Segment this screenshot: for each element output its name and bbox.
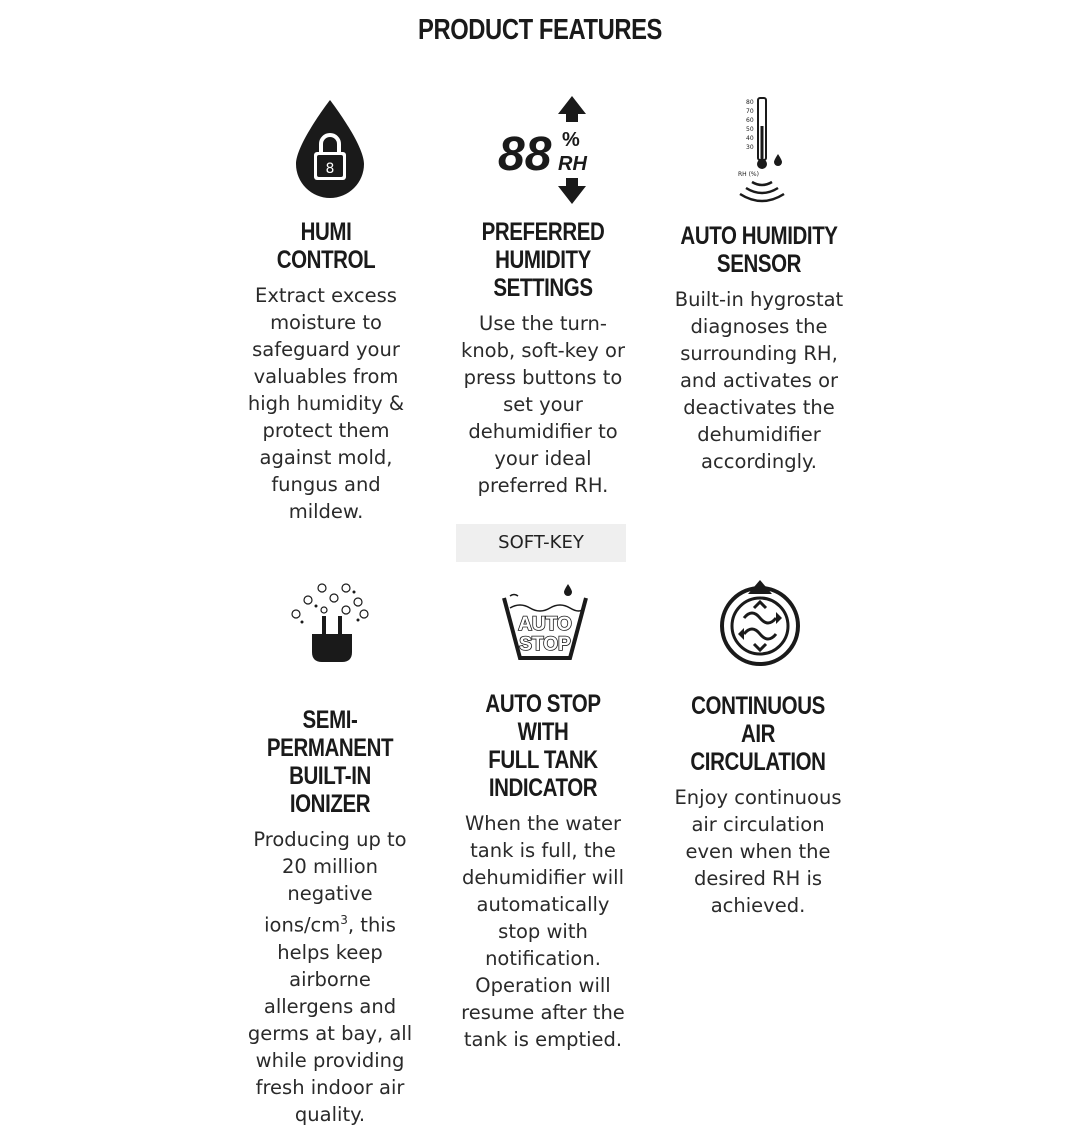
- description-text: , this helps keep airborne allergens and germs at bay, all while providing fresh indoor air quality.: [247, 913, 413, 1126]
- feature-description: When the water tank is full, the dehumidifier will automatically stop with notification. Operation will resume after the tank is emptied.: [461, 812, 625, 1051]
- air-circulation-icon: [718, 578, 802, 668]
- feature-description: Use the turn- knob, soft-key or press buttons to set your dehumidifier to your ideal preferred RH.: [461, 312, 625, 497]
- water-drop-lock-icon: [290, 98, 370, 198]
- hygrostat-sensor-icon: [730, 96, 794, 206]
- ionizer-plug-icon: [288, 582, 372, 666]
- svg-text:RH (%): RH (%): [738, 171, 759, 178]
- feature-auto-humidity-sensor: [659, 222, 859, 475]
- feature-description: [230, 826, 430, 1128]
- scale-tick-label: 50: [746, 126, 754, 133]
- scale-tick-label: 60: [746, 117, 754, 124]
- feature-humi-control: [226, 218, 426, 525]
- description-text: Producing up to 20 million negative ions/cm: [253, 828, 407, 937]
- feature-heading: AUTO HUMIDITY SENSOR: [680, 222, 838, 278]
- feature-auto-stop: [443, 690, 643, 1053]
- svg-text:STOP: STOP: [519, 634, 571, 655]
- svg-text:AUTO: AUTO: [518, 614, 572, 635]
- feature-heading: PREFERRED HUMIDITY SETTINGS: [481, 218, 605, 302]
- page-title: PRODUCT FEATURES: [417, 14, 663, 46]
- svg-text:8: 8: [325, 161, 335, 177]
- auto-stop-tank-icon: [498, 582, 592, 662]
- feature-description: Built-in hygrostat diagnoses the surrounding RH, and activates or deactivates the dehumidifier accordingly.: [674, 288, 844, 473]
- feature-heading: HUMI CONTROL: [276, 218, 376, 274]
- scale-tick-label: 40: [746, 135, 754, 142]
- feature-heading: AUTO STOP WITH FULL TANK INDICATOR: [485, 690, 601, 802]
- svg-text:%: %: [562, 129, 580, 151]
- svg-text:RH: RH: [558, 153, 587, 175]
- humidity-display-arrows-icon: [494, 94, 594, 206]
- feature-heading: CONTINUOUS AIR CIRCULATION: [690, 692, 826, 776]
- svg-text:88: 88: [498, 128, 552, 181]
- feature-air-circulation: [658, 692, 858, 919]
- feature-description: Enjoy continuous air circulation even when the desired RH is achieved.: [674, 786, 842, 917]
- scale-tick-label: 80: [746, 99, 754, 106]
- feature-heading: SEMI- PERMANENT BUILT-IN IONIZER: [266, 706, 394, 818]
- soft-key-badge: SOFT-KEY: [456, 524, 626, 562]
- scale-tick-label: 30: [746, 144, 754, 151]
- feature-ionizer: [230, 706, 430, 1128]
- feature-preferred-humidity: [443, 218, 643, 499]
- superscript: 3: [340, 913, 348, 927]
- scale-tick-label: 70: [746, 108, 754, 115]
- feature-description: Extract excess moisture to safeguard your valuables from high humidity & protect them against mold, fungus and mildew.: [247, 284, 405, 523]
